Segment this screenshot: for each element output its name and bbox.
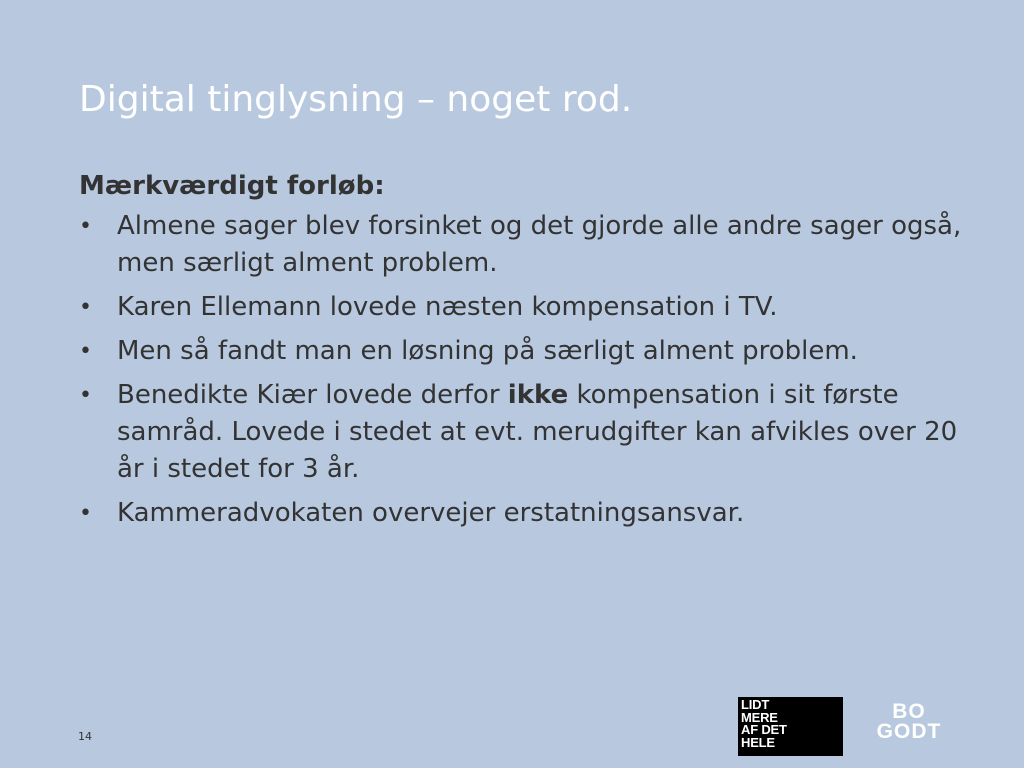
bullet-icon: •: [79, 383, 92, 408]
bullet-icon: •: [79, 339, 92, 364]
logo-line: HELE: [741, 734, 775, 750]
bullet-text: Karen Ellemann lovede næsten kompensation i TV.: [117, 292, 778, 322]
bullet-item: [79, 208, 989, 282]
bullet-text-emphasis: ikke: [507, 380, 569, 410]
bullet-text: Kammeradvokaten overvejer erstatningsansvar.: [117, 498, 745, 528]
lidt-mere-af-det-hele-logo: [738, 697, 843, 756]
bullet-text-before: Benedikte Kiær lovede derfor: [117, 380, 508, 410]
bullet-item: [79, 377, 989, 488]
bullet-text: Men så fandt man en løsning på særligt alment problem.: [117, 336, 858, 366]
slide-title: Digital tinglysning – noget rod.: [79, 79, 633, 120]
bullet-icon: •: [79, 501, 92, 526]
bullet-item: [79, 495, 989, 532]
bullet-text: Almene sager blev forsinket og det gjorde alle andre sager også, men særligt alment problem.: [117, 211, 962, 278]
bo-godt-logo: [862, 702, 956, 744]
logo-line: GODT: [876, 720, 942, 743]
slide-subtitle: Mærkværdigt forløb:: [79, 171, 385, 201]
bullet-list: [79, 208, 989, 532]
logo-line: BO: [892, 700, 926, 723]
logo-line: MERE: [741, 709, 778, 725]
bullet-item: [79, 289, 989, 326]
logo-line: LIDT: [741, 697, 770, 712]
bullet-icon: •: [79, 214, 92, 239]
bullet-icon: •: [79, 295, 92, 320]
page-number: 14: [78, 730, 92, 743]
slide-content: [79, 168, 989, 539]
bullet-item: [79, 333, 989, 370]
logo-line: AF DET: [741, 722, 787, 737]
bullet-text: [117, 377, 989, 488]
bullet-text-after: kompensation i sit første samråd. Lovede i stedet at evt. merudgifter kan afvikles over 20 år i stedet for 3 år.: [117, 380, 958, 484]
